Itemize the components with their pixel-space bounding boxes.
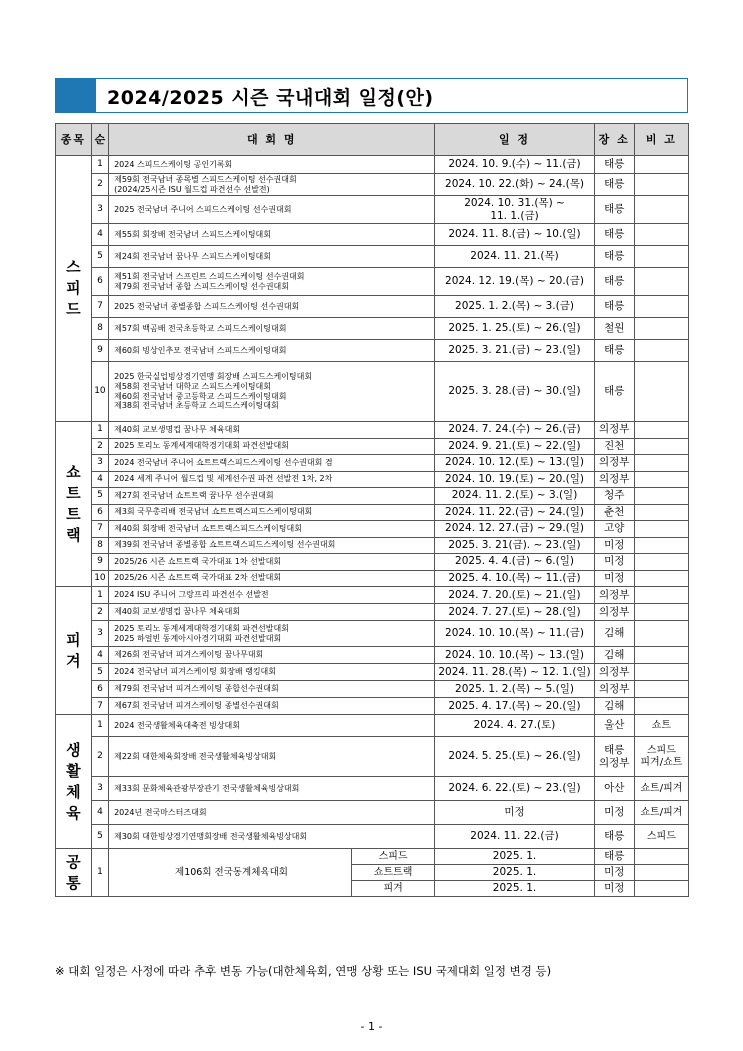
event-note	[634, 698, 688, 715]
event-name: 제39회 전국남녀 종별종합 쇼트트랙스피드스케이팅 선수권대회	[109, 537, 435, 554]
event-name: 제3회 국무총리배 전국남녀 쇼트트랙스피드스케이팅대회	[109, 504, 435, 521]
event-place	[594, 174, 634, 196]
table-row	[56, 664, 689, 681]
event-date: 2024. 6. 22.(토) ~ 23.(일)	[435, 777, 594, 801]
category-char: 공	[66, 852, 81, 871]
event-note	[634, 537, 688, 554]
text-line: 2025. 1. 25.(토) ~ 26.(일)	[448, 322, 581, 335]
text-line: 쇼트/피겨	[640, 782, 683, 794]
row-number: 4	[91, 224, 108, 246]
row-number: 6	[91, 268, 108, 296]
event-name	[109, 156, 435, 174]
category-char: 피	[66, 279, 81, 297]
event-note	[634, 737, 688, 777]
text-line: 제24회 전국남녀 꿈나무 스피드스케이팅대회	[114, 251, 272, 261]
event-place	[594, 340, 634, 362]
text-line: 태릉	[604, 178, 625, 191]
text-line: 제67회 전국남녀 피겨스케이팅 종별선수권대회	[114, 701, 279, 711]
event-place: 미정	[594, 881, 634, 897]
event-place: 의정부	[594, 471, 634, 488]
event-date: 미정	[435, 801, 594, 825]
event-name	[109, 647, 435, 664]
category-char: 드	[66, 300, 81, 318]
page-title: 2024/2025 시즌 국내대회 일정(안)	[107, 87, 434, 109]
table-row	[56, 801, 689, 825]
event-place: 의정부	[594, 455, 634, 472]
text-line: 2024 스피드스케이팅 공인기록회	[114, 159, 233, 169]
event-name: 2024 전국생활체육대축전 빙상대회	[109, 715, 435, 737]
category-char: 겨	[66, 651, 81, 670]
table-row	[56, 340, 689, 362]
event-date	[435, 174, 594, 196]
table-row	[56, 422, 689, 439]
header-no: 순	[91, 124, 108, 156]
event-place	[594, 156, 634, 174]
text-line: 제40회 교보생명컵 꿈나무 체육대회	[114, 607, 241, 617]
text-line: 아산	[604, 782, 625, 795]
table-row	[56, 156, 689, 174]
event-place: 의정부	[594, 681, 634, 698]
category-char: 통	[66, 873, 81, 892]
row-number: 5	[91, 488, 108, 505]
event-note	[634, 604, 688, 621]
text-line: 2024. 12. 19.(목) ~ 20.(금)	[445, 275, 584, 288]
event-date	[435, 296, 594, 318]
event-place: 미정	[594, 570, 634, 587]
row-number: 2	[91, 737, 108, 777]
event-note	[634, 777, 688, 801]
text-line: 태릉	[604, 344, 625, 357]
event-note	[634, 849, 688, 865]
event-note	[634, 224, 688, 246]
event-place: 의정부	[594, 422, 634, 439]
header-name: 대 회 명	[109, 124, 435, 156]
event-date: 2025. 1. 2.(목) ~ 5.(일)	[435, 681, 594, 698]
event-name: 2025 토리노 동계세계대학경기대회 파견선발대회	[109, 438, 435, 455]
table-row	[56, 570, 689, 587]
event-note	[634, 621, 688, 647]
text-line: 2025 토리노 동계세계대학경기대회 파견선발대회	[114, 623, 289, 633]
row-number: 4	[91, 471, 108, 488]
row-number: 2	[91, 438, 108, 455]
event-place	[594, 224, 634, 246]
row-number: 8	[91, 318, 108, 340]
event-note	[634, 801, 688, 825]
table-row	[56, 647, 689, 664]
event-name	[109, 296, 435, 318]
event-note	[634, 156, 688, 174]
event-date: 2024. 11. 22.(금)	[435, 825, 594, 849]
text-line: 제60회 전국남녀 중고등학교 스피드스케이팅대회	[114, 391, 287, 401]
event-note	[634, 340, 688, 362]
event-date: 2024. 11. 2.(토) ~ 3.(일)	[435, 488, 594, 505]
text-line: 2024 ISU 주니어 그랑프리 파견선수 선발전	[114, 590, 269, 600]
title-accent-bar	[56, 79, 96, 112]
table-row	[56, 849, 689, 865]
event-place: 태릉	[594, 849, 634, 865]
event-name: 2024 세계 주니어 월드컵 및 세계선수권 파견 선발전 1차, 2차	[109, 471, 435, 488]
category-short	[56, 422, 92, 587]
category-char: 생	[66, 740, 81, 759]
event-place	[594, 268, 634, 296]
event-note	[634, 504, 688, 521]
event-place	[594, 318, 634, 340]
event-note	[634, 296, 688, 318]
event-place	[594, 801, 634, 825]
text-line: 2025. 3. 28.(금) ~ 30.(일)	[448, 385, 581, 398]
table-row	[56, 715, 689, 737]
table-row	[56, 537, 689, 554]
category-speed	[56, 156, 92, 422]
event-name	[109, 587, 435, 604]
table-row	[56, 737, 689, 777]
text-line: 태릉	[604, 203, 625, 216]
event-place: 의정부	[594, 604, 634, 621]
row-number: 10	[91, 362, 108, 422]
table-row	[56, 521, 689, 538]
table-row	[56, 621, 689, 647]
event-date	[435, 362, 594, 422]
text-line: 2024. 11. 21.(목)	[470, 250, 559, 263]
event-note	[634, 664, 688, 681]
event-place: 청주	[594, 488, 634, 505]
text-line: 2025. 3. 21.(금) ~ 23.(일)	[448, 344, 581, 357]
table-row	[56, 196, 689, 224]
event-name	[109, 604, 435, 621]
header-note: 비 고	[634, 124, 688, 156]
event-place: 의정부	[594, 664, 634, 681]
text-line: (2024/25시즌 ISU 월드컵 파견선수 선발전)	[114, 184, 270, 194]
event-date	[435, 196, 594, 224]
event-note	[634, 881, 688, 897]
event-date: 2024. 10. 19.(토) ~ 20.(일)	[435, 471, 594, 488]
text-line: 11. 1.(금)	[490, 209, 539, 222]
sport-subtype: 쇼트트랙	[351, 865, 434, 881]
category-figure	[56, 587, 92, 715]
text-line: 쇼트	[651, 719, 672, 731]
event-date: 2025. 4. 17.(목) ~ 20.(일)	[435, 698, 594, 715]
row-number: 10	[91, 570, 108, 587]
table-row	[56, 268, 689, 296]
table-row	[56, 224, 689, 246]
category-life	[56, 715, 92, 849]
table-row	[56, 471, 689, 488]
event-note	[634, 422, 688, 439]
row-number: 1	[91, 587, 108, 604]
event-date: 2025. 1.	[435, 849, 594, 865]
text-line: 태릉	[604, 385, 625, 398]
text-line: 2025 전국남녀 주니어 스피드스케이팅 선수권대회	[114, 204, 292, 214]
event-date	[435, 318, 594, 340]
event-note	[634, 455, 688, 472]
text-line: 스피드	[646, 744, 676, 756]
event-note	[634, 554, 688, 571]
event-date: 2024. 12. 27.(금) ~ 29.(일)	[435, 521, 594, 538]
category-common	[56, 849, 92, 897]
table-row	[56, 825, 689, 849]
title-box	[55, 78, 688, 113]
footnote: ※ 대회 일정은 사정에 따라 추후 변동 가능(대한체육회, 연맹 상황 또는 ISU 국제대회 일정 변경 등)	[55, 964, 552, 978]
event-date: 2024. 10. 10.(목) ~ 11.(금)	[435, 621, 594, 647]
header-date: 일 정	[435, 124, 594, 156]
event-name: 2025/26 시즌 쇼트트랙 국가대표 1차 선발대회	[109, 554, 435, 571]
row-number: 5	[91, 825, 108, 849]
event-place: 춘천	[594, 504, 634, 521]
event-note	[634, 246, 688, 268]
text-line: 2024. 10. 22.(화) ~ 24.(목)	[445, 178, 584, 191]
text-line: 미정	[604, 806, 625, 819]
text-line: 제58회 전국남녀 대학교 스피드스케이팅대회	[114, 381, 272, 391]
event-name	[109, 268, 435, 296]
event-note	[634, 318, 688, 340]
text-line: 2025 한국실업빙상경기연맹 회장배 스피드스케이팅대회	[114, 372, 313, 382]
event-name	[109, 698, 435, 715]
row-number: 9	[91, 554, 108, 571]
event-place: 의정부	[594, 587, 634, 604]
event-name: 제106회 전국동계체육대회	[109, 849, 352, 897]
row-number: 2	[91, 604, 108, 621]
row-number: 7	[91, 296, 108, 318]
event-place: 김해	[594, 698, 634, 715]
event-name	[109, 664, 435, 681]
text-line: 피겨/쇼트	[640, 756, 683, 768]
event-note	[634, 715, 688, 737]
table-row	[56, 438, 689, 455]
event-place: 미정	[594, 554, 634, 571]
event-note	[634, 825, 688, 849]
category-char: 쇼	[66, 463, 81, 481]
event-date: 2024. 4. 27.(토)	[435, 715, 594, 737]
row-number: 1	[91, 715, 108, 737]
text-line: 2024. 11. 8.(금) ~ 10.(일)	[448, 228, 581, 241]
event-name: 제40회 교보생명컵 꿈나무 체육대회	[109, 422, 435, 439]
event-place: 고양	[594, 521, 634, 538]
text-line: 제59회 전국남녀 종목별 스피드스케이팅 선수권대회	[114, 174, 297, 184]
row-number: 5	[91, 246, 108, 268]
header-place: 장 소	[594, 124, 634, 156]
event-note	[634, 647, 688, 664]
schedule-table	[55, 123, 689, 897]
table-row	[56, 488, 689, 505]
text-line: 제55회 회장배 전국남녀 스피드스케이팅대회	[114, 229, 272, 239]
header-category: 종목	[56, 124, 92, 156]
event-place	[594, 737, 634, 777]
event-note	[634, 471, 688, 488]
table-row	[56, 504, 689, 521]
table-row	[56, 698, 689, 715]
event-place: 미정	[594, 865, 634, 881]
event-date: 2025. 3. 21(금). ~ 23.(일)	[435, 537, 594, 554]
text-line: 태릉	[604, 250, 625, 263]
event-note	[634, 174, 688, 196]
event-date	[435, 268, 594, 296]
table-row	[56, 587, 689, 604]
table-row	[56, 246, 689, 268]
table-row	[56, 604, 689, 621]
text-line: 제57회 백곰배 전국초등학교 스피드스케이팅대회	[114, 323, 287, 333]
text-line: 쇼트/피겨	[640, 806, 683, 818]
event-date: 2024. 7. 20.(토) ~ 21.(일)	[435, 587, 594, 604]
category-char: 체	[66, 782, 81, 801]
event-date: 2025. 1.	[435, 865, 594, 881]
row-number: 3	[91, 621, 108, 647]
text-line: 제38회 전국남녀 초등학교 스피드스케이팅대회	[114, 401, 279, 411]
event-name	[109, 621, 435, 647]
text-line: 스피드	[646, 830, 676, 842]
text-line: 2024. 10. 31.(목) ~	[464, 196, 565, 209]
event-place	[594, 715, 634, 737]
event-place	[594, 777, 634, 801]
event-note	[634, 488, 688, 505]
event-place: 김해	[594, 647, 634, 664]
sport-subtype: 스피드	[351, 849, 434, 865]
event-name: 제33회 문화체육관광부장관기 전국생활체육빙상대회	[109, 777, 435, 801]
row-number: 7	[91, 521, 108, 538]
text-line: 태릉	[604, 300, 625, 313]
category-char: 랙	[66, 526, 81, 544]
event-note	[634, 196, 688, 224]
event-name	[109, 681, 435, 698]
event-name: 제30회 대한빙상경기연맹회장배 전국생활체육빙상대회	[109, 825, 435, 849]
event-note	[634, 587, 688, 604]
event-note	[634, 521, 688, 538]
table-row	[56, 455, 689, 472]
page-number: - 1 -	[360, 1020, 383, 1033]
table-row	[56, 174, 689, 196]
row-number: 6	[91, 504, 108, 521]
row-number: 7	[91, 698, 108, 715]
event-place	[594, 362, 634, 422]
event-date: 2025. 4. 10.(목) ~ 11.(금)	[435, 570, 594, 587]
category-char: 피	[66, 630, 81, 649]
event-date: 2024. 11. 22.(금) ~ 24.(일)	[435, 504, 594, 521]
table-row	[56, 362, 689, 422]
table-body	[56, 156, 689, 897]
text-line: 2025 하얼빈 동계아시아경기대회 파견선발대회	[114, 633, 282, 643]
text-line: 제60회 빙상인추모 전국남녀 스피드스케이팅대회	[114, 345, 287, 355]
table-row	[56, 777, 689, 801]
row-number: 1	[91, 849, 108, 897]
sport-subtype: 피겨	[351, 881, 434, 897]
event-date	[435, 246, 594, 268]
row-number: 4	[91, 647, 108, 664]
text-line: 2025 전국남녀 종별종합 스피드스케이팅 선수권대회	[114, 301, 300, 311]
event-date	[435, 340, 594, 362]
event-note	[634, 362, 688, 422]
text-line: 2024 전국남녀 피겨스케이팅 회장배 랭킹대회	[114, 667, 276, 677]
category-char: 트	[66, 505, 81, 523]
event-place	[594, 825, 634, 849]
row-number: 4	[91, 801, 108, 825]
text-line: 2024. 10. 9.(수) ~ 11.(금)	[448, 158, 581, 171]
event-date: 2024. 9. 21.(토) ~ 22.(일)	[435, 438, 594, 455]
event-name: 제40회 회장배 전국남녀 쇼트트랙스피드스케이팅대회	[109, 521, 435, 538]
table-row	[56, 296, 689, 318]
row-number: 3	[91, 777, 108, 801]
text-line: 제79회 전국남녀 종합 스피드스케이팅 선수권대회	[114, 281, 290, 291]
table-row	[56, 318, 689, 340]
event-date: 2024. 5. 25.(토) ~ 26.(일)	[435, 737, 594, 777]
event-name: 2024 전국남녀 주니어 쇼트트랙스피드스케이팅 선수권대회 겸	[109, 455, 435, 472]
table-row	[56, 681, 689, 698]
event-date	[435, 156, 594, 174]
event-name	[109, 174, 435, 196]
row-number: 2	[91, 174, 108, 196]
event-name	[109, 196, 435, 224]
event-place	[594, 296, 634, 318]
category-char: 트	[66, 484, 81, 502]
event-place	[594, 196, 634, 224]
text-line: 태릉	[604, 275, 625, 288]
event-note	[634, 865, 688, 881]
row-number: 6	[91, 681, 108, 698]
event-name: 제22회 대한체육회장배 전국생활체육빙상대회	[109, 737, 435, 777]
row-number: 3	[91, 455, 108, 472]
event-note	[634, 438, 688, 455]
text-line: 태릉	[604, 228, 625, 241]
event-date	[435, 224, 594, 246]
category-char: 육	[66, 803, 81, 822]
row-number: 3	[91, 196, 108, 224]
text-line: 울산	[604, 719, 625, 732]
text-line: 태릉	[604, 158, 625, 171]
text-line: 2025. 1. 2.(목) ~ 3.(금)	[455, 300, 574, 313]
event-date: 2025. 1.	[435, 881, 594, 897]
event-note	[634, 681, 688, 698]
event-place: 진천	[594, 438, 634, 455]
text-line: 제79회 전국남녀 피겨스케이팅 종합선수권대회	[114, 684, 279, 694]
event-date: 2025. 4. 4.(금) ~ 6.(일)	[435, 554, 594, 571]
event-date: 2024. 10. 12.(토) ~ 13.(일)	[435, 455, 594, 472]
text-line: 제26회 전국남녀 피겨스케이팅 꿈나무대회	[114, 650, 264, 660]
event-date: 2024. 7. 27.(토) ~ 28.(일)	[435, 604, 594, 621]
text-line: 의정부	[599, 756, 630, 769]
category-char: 활	[66, 761, 81, 780]
text-line: 태릉	[604, 830, 625, 843]
text-line: 태릉	[604, 743, 625, 756]
event-name	[109, 318, 435, 340]
event-name	[109, 246, 435, 268]
event-note	[634, 268, 688, 296]
event-name: 2025/26 시즌 쇼트트랙 국가대표 2차 선발대회	[109, 570, 435, 587]
category-char: 스	[66, 258, 81, 276]
event-name	[109, 224, 435, 246]
event-place	[594, 246, 634, 268]
event-date: 2024. 7. 24.(수) ~ 26.(금)	[435, 422, 594, 439]
event-name: 제27회 전국남녀 쇼트트랙 꿈나무 선수권대회	[109, 488, 435, 505]
row-number: 9	[91, 340, 108, 362]
event-date: 2024. 11. 28.(목) ~ 12. 1.(일)	[435, 664, 594, 681]
event-date: 2024. 10. 10.(목) ~ 13.(일)	[435, 647, 594, 664]
row-number: 8	[91, 537, 108, 554]
event-name	[109, 362, 435, 422]
event-note	[634, 570, 688, 587]
event-name	[109, 340, 435, 362]
event-place: 미정	[594, 537, 634, 554]
text-line: 철원	[604, 322, 625, 335]
table-header-row	[56, 124, 689, 156]
event-name: 2024년 전국마스터즈대회	[109, 801, 435, 825]
text-line: 제51회 전국남녀 스프린트 스피드스케이팅 선수권대회	[114, 271, 305, 281]
event-place: 김해	[594, 621, 634, 647]
row-number: 5	[91, 664, 108, 681]
table-row	[56, 554, 689, 571]
row-number: 1	[91, 422, 108, 439]
row-number: 1	[91, 156, 108, 174]
